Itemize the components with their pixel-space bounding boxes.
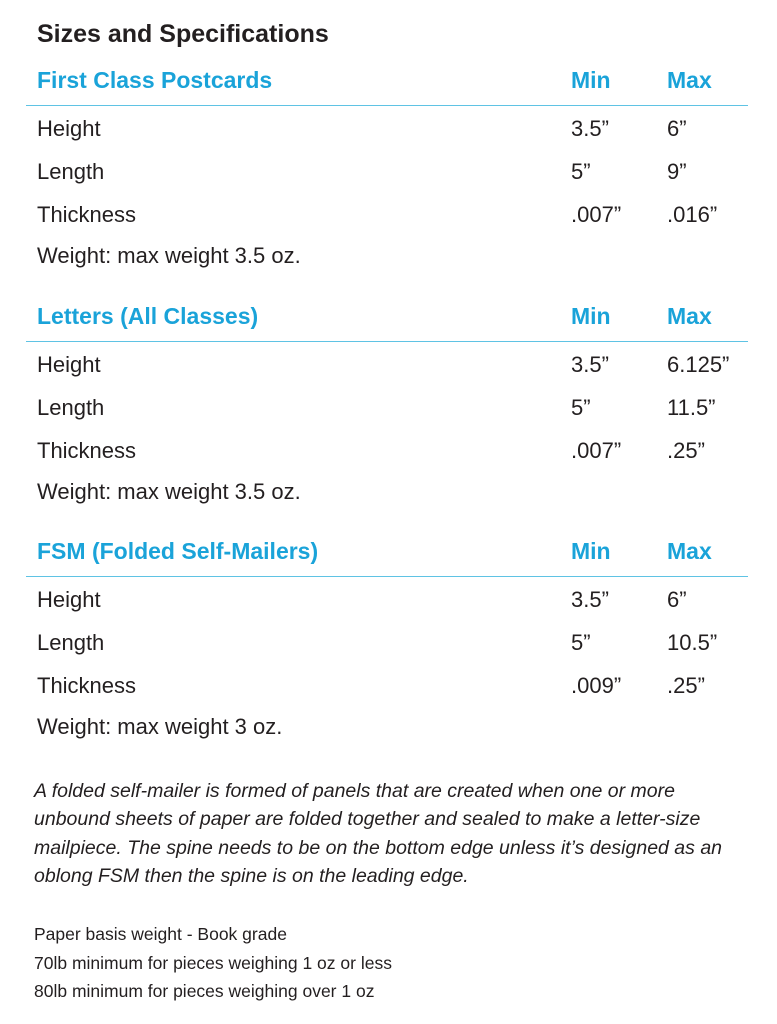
row-max-value: 6” bbox=[667, 587, 687, 612]
min-column-header: Min bbox=[571, 303, 611, 329]
row-label: Height bbox=[37, 587, 101, 612]
row-max-value: 9” bbox=[667, 159, 687, 184]
spec-row-thickness bbox=[26, 194, 748, 237]
row-label: Length bbox=[37, 630, 105, 655]
row-max-value: 6.125” bbox=[667, 352, 730, 377]
min-column-header: Min bbox=[571, 67, 611, 93]
spec-row-thickness bbox=[26, 665, 748, 708]
spec-rows bbox=[26, 577, 748, 748]
spec-rows bbox=[26, 342, 748, 513]
weight-note: Weight: max weight 3.5 oz. bbox=[37, 479, 301, 504]
weight-note: Weight: max weight 3.5 oz. bbox=[37, 243, 301, 268]
section-title: FSM (Folded Self-Mailers) bbox=[37, 538, 319, 564]
spec-rows bbox=[26, 106, 748, 277]
spec-section-postcards bbox=[26, 60, 748, 277]
spec-row-thickness bbox=[26, 430, 748, 473]
section-title: First Class Postcards bbox=[37, 67, 273, 93]
fsm-description: A folded self-mailer is formed of panels that are created when one or more unbound sheets of paper are folded together and sealed to make a letter-size mailpiece. The spine needs to be on the bottom edge unless it’s designed as an oblong FSM then the spine is on the leading edge. bbox=[34, 780, 723, 887]
weight-note: Weight: max weight 3 oz. bbox=[37, 714, 283, 739]
section-header bbox=[26, 60, 748, 106]
row-max-value: 6” bbox=[667, 116, 687, 141]
row-min-value: 5” bbox=[571, 395, 591, 420]
paper-line: Paper basis weight - Book grade bbox=[34, 924, 287, 944]
section-header bbox=[26, 531, 748, 577]
spec-row-height bbox=[26, 344, 748, 387]
row-label: Height bbox=[37, 116, 101, 141]
paper-basis-weight bbox=[34, 920, 734, 1006]
row-min-value: .009” bbox=[571, 673, 622, 698]
row-max-value: .25” bbox=[667, 673, 705, 698]
spec-row-length bbox=[26, 387, 748, 430]
section-title: Letters (All Classes) bbox=[37, 303, 259, 329]
spec-section-letters bbox=[26, 296, 748, 513]
paper-line: 70lb minimum for pieces weighing 1 oz or less bbox=[34, 952, 392, 973]
max-column-header: Max bbox=[667, 303, 712, 329]
spec-row-length bbox=[26, 622, 748, 665]
row-max-value: 11.5” bbox=[667, 395, 716, 420]
row-max-value: 10.5” bbox=[667, 630, 718, 655]
row-min-value: 5” bbox=[571, 630, 591, 655]
row-min-value: .007” bbox=[571, 438, 622, 463]
page-title: Sizes and Specifications bbox=[37, 20, 329, 48]
row-min-value: 5” bbox=[571, 159, 591, 184]
row-min-value: 3.5” bbox=[571, 116, 609, 141]
spec-row-length bbox=[26, 151, 748, 194]
section-header bbox=[26, 296, 748, 342]
spec-row-height bbox=[26, 108, 748, 151]
row-label: Height bbox=[37, 352, 101, 377]
row-max-value: .016” bbox=[667, 202, 718, 227]
min-column-header: Min bbox=[571, 538, 611, 564]
row-label: Thickness bbox=[37, 438, 137, 463]
row-label: Length bbox=[37, 159, 105, 184]
row-min-value: 3.5” bbox=[571, 587, 609, 612]
spec-section-fsm bbox=[26, 531, 748, 748]
spec-row-height bbox=[26, 579, 748, 622]
row-min-value: 3.5” bbox=[571, 352, 609, 377]
max-column-header: Max bbox=[667, 67, 712, 93]
row-max-value: .25” bbox=[667, 438, 705, 463]
row-label: Thickness bbox=[37, 202, 137, 227]
paper-line: 80lb minimum for pieces weighing over 1 oz bbox=[34, 981, 375, 1001]
row-label: Length bbox=[37, 395, 105, 420]
row-min-value: .007” bbox=[571, 202, 622, 227]
max-column-header: Max bbox=[667, 538, 712, 564]
row-label: Thickness bbox=[37, 673, 137, 698]
